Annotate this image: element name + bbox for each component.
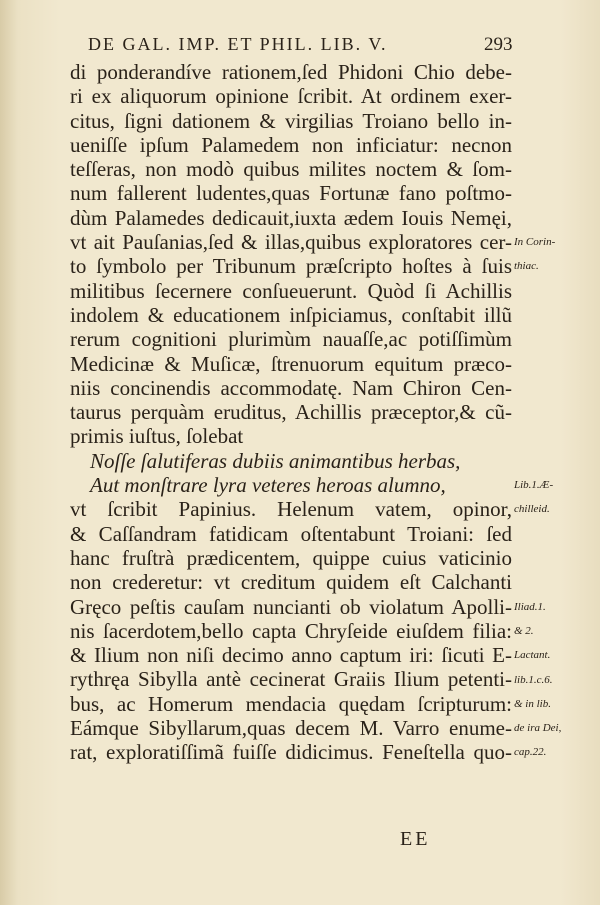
body-text <box>70 60 512 765</box>
text-line: taurus perquàm eruditus, Achillis præceptor,& cũ- <box>70 400 512 425</box>
margin-note: & 2. <box>514 624 534 637</box>
running-title: DE GAL. IMP. ET PHIL. LIB. V. <box>88 34 388 54</box>
text-line: to ſymbolo per Tribunum præſcripto hoſtes à ſuis <box>70 254 512 279</box>
text-line: num fallerent ludentes,quas Fortunæ fano poſtmo- <box>70 181 512 206</box>
text-line: ueniſſe ipſum Palamedem non inficiatur: necnon <box>70 132 512 157</box>
text-line: di ponderandíve rationem,ſed Phidoni Chio debe- <box>70 60 512 84</box>
text-line: indolem & educationem inſpiciamus, conſtabit illũ <box>70 302 512 327</box>
page-number: 293 <box>484 34 513 55</box>
margin-note: Lactant. <box>514 649 551 662</box>
margin-note: Lib.1.Æ- <box>514 479 554 492</box>
margin-note: & in lib. <box>514 697 551 710</box>
verse-line: Noſſe ſalutiferas dubiis animantibus herbas, <box>90 448 461 473</box>
verse-line: Aut monſtrare lyra veteres heroas alumno, <box>90 473 446 498</box>
text-line: Gręco peſtis cauſam nuncianti ob violatum Apolli- <box>70 594 512 619</box>
margin-note: cap.22. <box>514 746 547 759</box>
margin-note: lib.1.c.6. <box>514 673 553 686</box>
text-line: & Ilium non niſi decimo anno captum iri: ſicuti E- <box>70 643 512 668</box>
text-line: primis iuſtus, ſolebat <box>70 424 244 449</box>
text-line: & Caſſandram fatidicam oſtentabunt Troiani: ſed <box>70 521 512 546</box>
text-line: hanc fruſtrà prædicentem, quippe cuius vaticinio <box>70 545 512 570</box>
text-line: rythręa Sibylla antè cecinerat Graiis Ilium petenti- <box>70 667 512 692</box>
text-line: non crederetur: vt creditum quidem eſt Calchanti <box>70 570 512 595</box>
text-line: bus, ac Homerum mendacia quędam ſcripturum: <box>70 691 512 716</box>
text-line: niis concinendis accommodatę. Nam Chiron Cen- <box>70 375 512 400</box>
text-line: dùm Palamedes dedicauit,iuxta ædem Iouis Nemęi, <box>70 205 512 230</box>
text-line: vt ait Pauſanias,ſed & illas,quibus exploratores cer- <box>70 230 512 255</box>
margin-note: chilleid. <box>514 503 550 516</box>
text-line: vt ſcribit Papinius. Helenum vatem, opinor, <box>70 497 512 522</box>
text-line: Medicinæ & Muſicæ, ſtrenuorum equitum præco- <box>70 351 512 376</box>
catchword: EE <box>400 828 431 850</box>
text-line: militibus ſecernere conſueuerunt. Quòd ſi Achillis <box>70 278 512 303</box>
text-line: citus, ſigni dationem & virgilias Troiano bello in- <box>70 108 512 133</box>
margin-note: Iliad.1. <box>514 600 546 613</box>
text-line: rat, exploratiſſimã fuiſſe didicimus. Feneſtella quo- <box>70 740 512 765</box>
margin-note: In Corin- <box>514 236 556 249</box>
text-line: teſſeras, non modò quibus milites noctem & ſom- <box>70 157 512 182</box>
text-line: Eámque Sibyllarum,quas decem M. Varro enume- <box>70 716 512 741</box>
text-line: rerum cognitioni plurimùm nauaſſe,ac potiſſimùm <box>70 327 512 352</box>
text-line: ri ex aliquorum opinione ſcribit. At ordinem exer- <box>70 84 512 109</box>
margin-note: thiac. <box>514 260 539 273</box>
text-line: nis ſacerdotem,bello capta Chryſeide eiuſdem filia: <box>70 618 512 643</box>
margin-note: de ira Dei, <box>514 722 562 735</box>
